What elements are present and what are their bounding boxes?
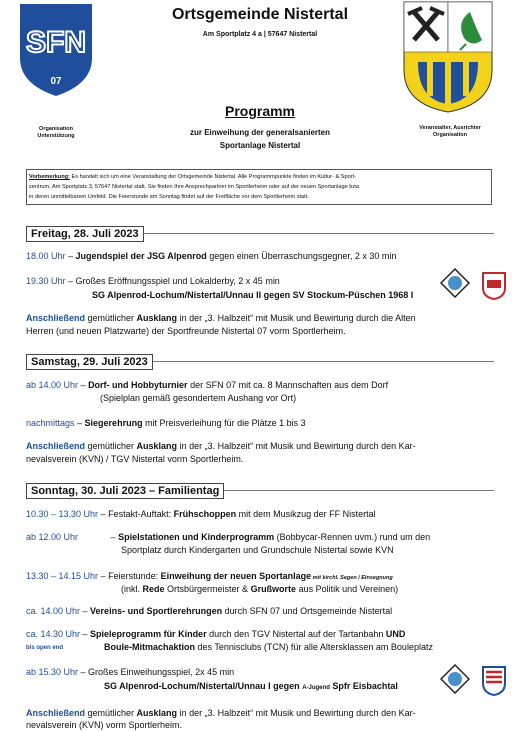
sunday-event-5-boule-rest: des Tennisclubs (TCN) für alle Altersklassen am Bouleplatz: [195, 642, 433, 652]
sunday-event-1-text: – Festakt-Auftakt:: [98, 509, 174, 519]
notice-text-2: zentrum, Am Sportplatz 3, 57647 Nistertal statt. Sie finden Ihre Ansprechpartner im Sportlerheim oder auf der neuen Sportanlage bzw.: [29, 184, 361, 190]
sunday-event-3-line2-b: Rede: [142, 584, 165, 594]
sunday-event-2: [26, 531, 430, 543]
sunday-event-5: [26, 628, 405, 640]
notice-box: [26, 169, 492, 205]
sunday-event-6-text: – Großes Einweihungsspiel, 2x 45 min: [78, 667, 235, 677]
saturday-afterparty: [26, 440, 416, 452]
saturday-event-2: [26, 417, 306, 429]
sunday-event-3-line2: [121, 583, 398, 595]
saturday-afterparty-mid: gemütlicher: [85, 441, 137, 451]
saturday-afterparty-ausklang: Ausklang: [136, 441, 178, 451]
saturday-event-1-title: Dorf- und Hobbyturnier: [88, 380, 188, 390]
sunday-event-3-line2-d: Grußworte: [250, 584, 297, 594]
friday-event-2-time: 19.30 Uhr: [26, 276, 66, 286]
sfn-logo: [18, 2, 94, 98]
friday-event-1-rest: gegen einen Überraschungsgegner, 2 x 30 min: [206, 251, 397, 261]
saturday-event-2-dash: –: [74, 418, 85, 428]
saturday-afterparty-word: Anschließend: [26, 441, 86, 451]
sunday-event-3-line2-a: (inkl.: [121, 584, 143, 594]
sunday-event-2-dash: –: [108, 532, 119, 542]
sunday-event-4-time: ca. 14.00 Uhr: [26, 606, 81, 616]
program-subtitle-2: Sportanlage Nistertal: [219, 141, 301, 150]
sunday-event-4-rest: durch SFN 07 und Ortsgemeinde Nistertal: [222, 606, 393, 616]
notice-text-1: Es handelt sich um eine Veranstaltung der Ortsgemeinde Nistertal. Alle Programmpunkte finden im Kultur- & Sport-: [69, 174, 356, 180]
friday-afterparty-ausklang: Ausklang: [136, 313, 178, 323]
program-subtitle-1: zur Einweihung der generalsanierten: [189, 128, 331, 137]
stockum-badge-icon: [480, 270, 508, 300]
friday-afterparty: [26, 312, 416, 324]
sunday-event-3-title: Einweihung der neuen Sportanlage: [160, 571, 312, 581]
sunday-afterparty: [26, 707, 416, 719]
sunday-event-3-blessing: mit kirchl. Segen / Einsegnung: [311, 575, 393, 581]
sunday-event-4-dash: –: [80, 606, 91, 616]
sunday-event-6-match-a: SG Alpenrod-Lochum/Nistertal/Unnau I gegen: [104, 681, 303, 691]
notice-text-3: in deren unmittelbarem Umfeld. Die Feierstunde am Sonntag findet auf der Freifläche vor dem Sportlerheim statt.: [29, 194, 309, 200]
sunday-event-3-line2-e: aus Politik und Vereinen): [296, 584, 399, 594]
sunday-event-6-match-small: A-Jugend: [302, 685, 330, 691]
sunday-event-6-match-end: Spfr Eisbachtal: [329, 681, 398, 691]
right-caption: [400, 125, 500, 139]
friday-event-2-match: SG Alpenrod-Lochum/Nistertal/Unnau II gegen SV Stockum-Püschen 1968 I: [92, 290, 414, 300]
sunday-event-2-line2: Sportplatz durch Kindergarten und Grundschule Nistertal sowie KVN: [121, 545, 394, 555]
saturday-afterparty-rest-2: nevalsverein (KVN) / TGV Nistertal vorm Sportlerheim.: [26, 454, 244, 464]
sunday-event-5-sub: bis open end: [26, 645, 64, 651]
saturday-event-1-rest: der SFN 07 mit ca. 8 Mannschaften aus dem Dorf: [187, 380, 389, 390]
friday-afterparty-rest-1: in der „3. Halbzeit“ mit Musik und Bewirtung durch die Alten: [177, 313, 416, 323]
friday-event-1-dash: –: [65, 251, 76, 261]
left-caption-line1: Organisation: [39, 126, 73, 132]
friday-header: Freitag, 28. Juli 2023: [26, 226, 144, 242]
sunday-event-1-rest: mit dem Musikzug der FF Nistertal: [236, 509, 376, 519]
saturday-event-1: [26, 379, 388, 391]
left-caption: [10, 126, 102, 140]
sunday-afterparty-rest-1: in der „3. Halbzeit“ mit Musik und Bewirtung durch den Kar-: [177, 708, 416, 718]
sunday-event-1-time: 10.30 – 13.30 Uhr: [26, 509, 99, 519]
left-caption-line2: Unterstützung: [37, 133, 75, 139]
saturday-event-1-dash: –: [78, 380, 89, 390]
sunday-event-6-match: [104, 680, 398, 694]
sunday-afterparty-rest-2: nevalsverein (KVN) vorm Sportlerheim.: [26, 720, 183, 730]
sunday-event-4: [26, 605, 392, 617]
coat-of-arms: [400, 0, 496, 114]
saturday-event-1-note: (Spielplan gemäß gesondertem Aushang vor Ort): [100, 393, 297, 403]
sunday-event-4-title: Vereins- und Sportlerehrungen: [90, 606, 223, 616]
notice-label: Vorbemerkung:: [29, 174, 70, 180]
sunday-afterparty-mid: gemütlicher: [85, 708, 137, 718]
saturday-afterparty-rest-1: in der „3. Halbzeit“ mit Musik und Bewirtung durch den Kar-: [177, 441, 416, 451]
sg-badge-icon-2: [440, 664, 470, 694]
sunday-event-5-boule: Boule-Mitmachaktion: [104, 642, 196, 652]
sunday-event-3-text: – Feierstunde:: [98, 571, 161, 581]
sunday-afterparty-word: Anschließend: [26, 708, 86, 718]
sunday-event-3: [26, 570, 393, 584]
eisbachtal-badge-icon: [480, 664, 508, 696]
sfn-logo-letters: SFN: [26, 26, 86, 59]
saturday-header: Samstag, 29. Juli 2023: [26, 354, 153, 370]
sunday-event-5-line2: [104, 641, 433, 653]
friday-afterparty-mid: gemütlicher: [85, 313, 137, 323]
sunday-afterparty-ausklang: Ausklang: [136, 708, 178, 718]
sunday-event-2-time: ab 12.00 Uhr: [26, 532, 79, 542]
sunday-event-3-line2-c: Ortsbürgermeister &: [164, 584, 251, 594]
program-title: Programm: [224, 103, 296, 119]
sunday-event-2-rest: (Bobbycar-Rennen uvm.) rund um den: [274, 532, 431, 542]
sunday-event-5-title: Spieleprogramm für Kinder: [90, 629, 207, 639]
sunday-event-2-title: Spielstationen und Kinderprogramm: [118, 532, 275, 542]
friday-event-1: [26, 250, 396, 262]
friday-event-2-text: – Großes Eröffnungsspiel und Lokalderby, 2 x 45 min: [65, 276, 280, 286]
friday-afterparty-rest-2: Herren (und neuen Platzwarte) der Sportfreunde Nistertal 07 vorm Sportlerheim.: [26, 326, 346, 336]
friday-event-2: [26, 275, 280, 287]
sunday-event-3-time: 13.30 – 14.15 Uhr: [26, 571, 99, 581]
sunday-event-6: [26, 666, 234, 678]
saturday-event-2-time: nachmittags: [26, 418, 75, 428]
saturday-event-2-rest: mit Preisverleihung für die Plätze 1 bis 3: [142, 418, 306, 428]
sfn-logo-number: 07: [50, 76, 62, 87]
friday-event-1-time: 18.00 Uhr: [26, 251, 66, 261]
friday-event-1-title: Jugendspiel der JSG Alpenrod: [75, 251, 207, 261]
sunday-event-5-time: ca. 14.30 Uhr: [26, 629, 81, 639]
sunday-header: Sonntag, 30. Juli 2023 – Familientag: [26, 483, 224, 499]
sunday-event-5-dash: –: [80, 629, 91, 639]
address: Am Sportplatz 4 a | 57647 Nistertal: [202, 31, 318, 38]
right-caption-line2: Organisation: [433, 132, 467, 138]
sunday-event-1-title: Frühschoppen: [173, 509, 237, 519]
page-title: Ortsgemeinde Nistertal: [171, 6, 349, 23]
sunday-event-5-und: UND: [385, 629, 406, 639]
saturday-event-1-time: ab 14.00 Uhr: [26, 380, 79, 390]
sg-badge-icon: [440, 268, 470, 298]
saturday-event-2-title: Siegerehrung: [84, 418, 143, 428]
friday-afterparty-word: Anschließend: [26, 313, 86, 323]
right-caption-line1: Veranstalter, Ausrichter: [419, 125, 481, 131]
sunday-event-6-time: ab 15.30 Uhr: [26, 667, 79, 677]
sunday-event-1: [26, 508, 376, 520]
sunday-event-5-rest: durch den TGV Nistertal auf der Tartanbahn: [206, 629, 386, 639]
